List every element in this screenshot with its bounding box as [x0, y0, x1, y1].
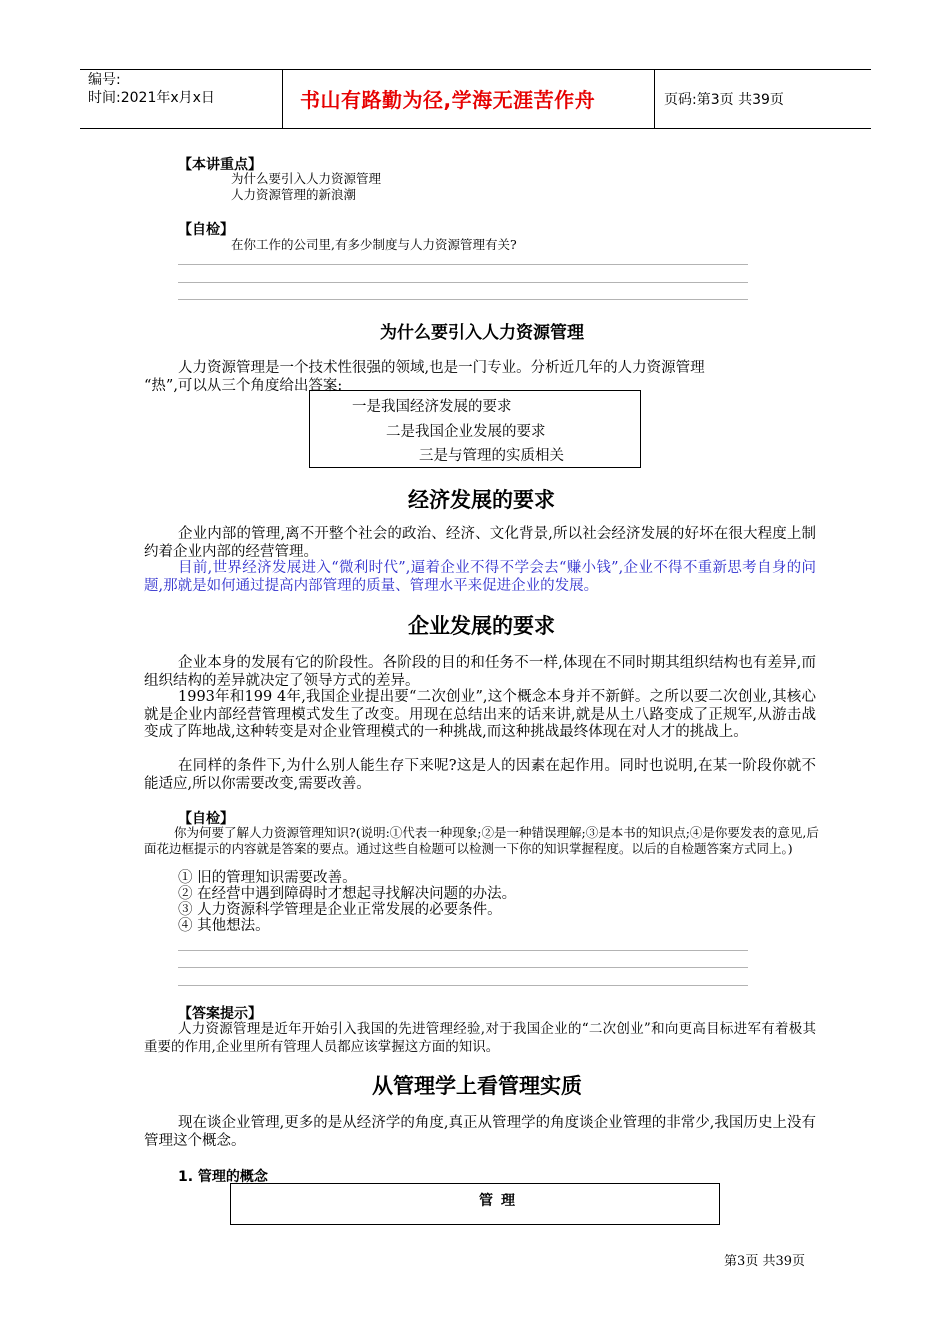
- paragraph-highlight: [144, 560, 816, 595]
- answer-hint-text: [144, 1020, 816, 1056]
- section-heading: 经济发展的要求: [408, 488, 555, 512]
- paragraph: [144, 689, 816, 742]
- paragraph: [144, 526, 816, 561]
- note-text: 你为何要了解人力资源管理知识?(说明:①代表一种现象;②是一种错误理解;③是本书的知识点;④是你要发表的意见,后面花边框提示的内容就是答案的要点。通过这些自检题可以检测一下你的知识掌握程度。以后的自检题答案方式同上。): [144, 825, 819, 856]
- header-top-rule: [80, 69, 871, 70]
- key-point-item: 为什么要引入人力资源管理: [231, 171, 382, 186]
- answer-hint-title: 【答案提示】: [178, 1006, 262, 1022]
- self-check-note: [144, 825, 824, 856]
- header-divider: [282, 70, 283, 128]
- key-point-item: 人力资源管理的新浪潮: [231, 187, 357, 202]
- key-points-title: 【本讲重点】: [178, 157, 262, 173]
- reason-item: 三是与管理的实质相关: [419, 448, 564, 464]
- serial-label: 编号:: [88, 72, 121, 88]
- date-label: 时间:2021年x月x日: [88, 90, 215, 106]
- header-bottom-rule: [80, 128, 871, 129]
- management-box: [230, 1183, 720, 1225]
- answer-line: [178, 264, 748, 265]
- management-box-label: 管理: [479, 1193, 523, 1209]
- paragraph-line: “热”,可以从三个角度给出答案:: [144, 378, 343, 394]
- answer-option: ③ 人力资源科学管理是企业正常发展的必要条件。: [178, 902, 502, 918]
- section-heading: 为什么要引入人力资源管理: [380, 323, 584, 343]
- answer-line: [178, 950, 748, 951]
- paragraph-text: 目前,世界经济发展进入“微利时代”,逼着企业不得不学会去“赚小钱”,企业不得不重新思考自身的问题,那就是如何通过提高内部管理的质量、管理水平来促进企业的发展。: [144, 560, 816, 594]
- answer-line: [178, 985, 748, 986]
- footer-page-number: 第3页 共39页: [724, 1254, 805, 1269]
- paragraph-text: 现在谈企业管理,更多的是从经济学的角度,真正从管理学的角度谈企业管理的非常少,我国历史上没有管理这个概念。: [144, 1115, 816, 1149]
- paragraph-text: 在同样的条件下,为什么别人能生存下来呢?这是人的因素在起作用。同时也说明,在某一阶段你就不能适应,所以你需要改变,需要改善。: [144, 758, 816, 792]
- paragraph: [144, 1115, 816, 1150]
- self-check-question: 在你工作的公司里,有多少制度与人力资源管理有关?: [231, 237, 517, 252]
- self-check-title: 【自检】: [178, 222, 234, 238]
- paragraph-text: 企业内部的管理,离不开整个社会的政治、经济、文化背景,所以社会经济发展的好坏在很大程度上制约着企业内部的经营管理。: [144, 526, 816, 560]
- answer-option: ④ 其他想法。: [178, 918, 270, 934]
- answer-line: [178, 299, 748, 300]
- section-heading: 企业发展的要求: [408, 614, 555, 638]
- motto: 书山有路勤为径,学海无涯苦作舟: [300, 88, 596, 112]
- paragraph-text: 1993年和199 4年,我国企业提出要“二次创业”,这个概念本身并不新鲜。之所以要二次创业,其核心就是企业内部经营管理模式发生了改变。用现在总结出来的话来讲,就是从土八路变成了正规军,从游击战变成了阵地战,这种转变是对企业管理模式的一种挑战,而这种挑战最终体现在对人才的挑战上。: [144, 689, 816, 740]
- paragraph: [144, 655, 816, 690]
- paragraph-text: 企业本身的发展有它的阶段性。各阶段的目的和任务不一样,体现在不同时期其组织结构也有差异,而组织结构的差异就决定了领导方式的差异。: [144, 655, 816, 689]
- answer-option: ① 旧的管理知识需要改善。: [178, 870, 357, 886]
- answer-line: [178, 967, 748, 968]
- header-divider: [654, 70, 655, 128]
- reason-item: 一是我国经济发展的要求: [352, 399, 512, 415]
- paragraph-line: 人力资源管理是一个技术性很强的领域,也是一门专业。分析近几年的人力资源管理: [178, 360, 705, 376]
- self-check-title: 【自检】: [178, 811, 234, 827]
- answer-line: [178, 282, 748, 283]
- hint-text: 人力资源管理是近年开始引入我国的先进管理经验,对于我国企业的“二次创业”和向更高目标进军有着极其重要的作用,企业里所有管理人员都应该掌握这方面的知识。: [144, 1021, 816, 1055]
- subheading: 1. 管理的概念: [178, 1169, 268, 1185]
- section-heading: 从管理学上看管理实质: [372, 1074, 582, 1098]
- header-page-number: 页码:第3页 共39页: [664, 92, 784, 108]
- reasons-box: [309, 390, 641, 468]
- reason-item: 二是我国企业发展的要求: [386, 424, 546, 440]
- paragraph: [144, 758, 816, 793]
- answer-option: ② 在经营中遇到障碍时才想起寻找解决问题的办法。: [178, 886, 517, 902]
